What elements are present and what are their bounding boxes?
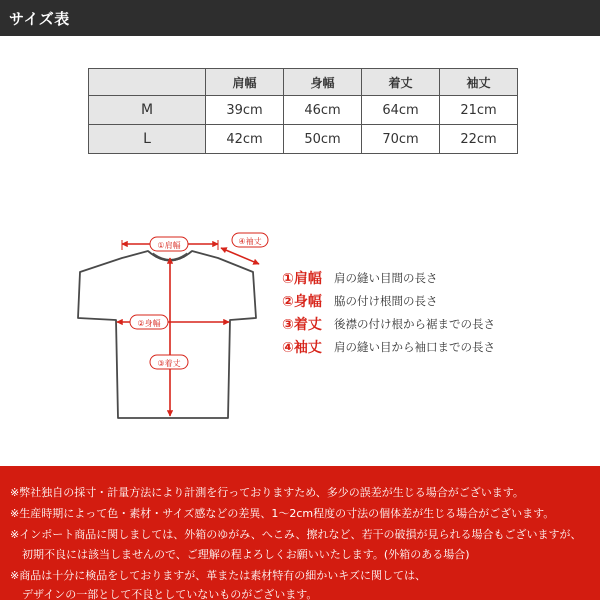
legend-key: ①肩幅 — [282, 271, 322, 287]
size-table — [88, 68, 518, 154]
size-label-cell: L — [89, 125, 206, 154]
notice-line: 初期不良には該当しませんので、ご理解の程よろしくお願いいたします。(外箱のある場合) — [22, 548, 470, 561]
legend-desc: 後襟の付け根から裾までの長さ — [334, 317, 495, 331]
notice-line: デザインの一部として不良としていないものがございます。 — [22, 588, 318, 601]
legend-desc: 肩の縫い目から袖口までの長さ — [334, 340, 495, 354]
legend-desc: 脇の付け根間の長さ — [334, 294, 438, 308]
tshirt-diagram — [70, 228, 280, 428]
tshirt-outline — [78, 251, 256, 418]
table-cell: 46cm — [284, 96, 362, 125]
page-title: サイズ表 — [9, 10, 70, 28]
table-row — [89, 96, 518, 125]
legend-item — [282, 337, 582, 357]
legend-key: ②身幅 — [282, 294, 322, 310]
table-header-cell: 身幅 — [284, 69, 362, 96]
notice-box — [0, 466, 600, 600]
table-cell: 64cm — [362, 96, 440, 125]
legend-item — [282, 291, 582, 311]
table-cell: 42cm — [206, 125, 284, 154]
notice-line: ※商品は十分に検品をしておりますが、革または素材特有の細かいキズに関しては、 — [10, 569, 426, 582]
table-row — [89, 125, 518, 154]
table-header-cell — [89, 69, 206, 96]
table-cell: 22cm — [440, 125, 518, 154]
legend-key: ③着丈 — [282, 317, 322, 333]
legend-key: ④袖丈 — [282, 340, 322, 356]
table-header-cell: 袖丈 — [440, 69, 518, 96]
notice-line: ※インポート商品に関しましては、外箱のゆがみ、へこみ、擦れなど、若干の破損が見られる場合もございますが、 — [10, 528, 582, 541]
size-label-cell: M — [89, 96, 206, 125]
legend-item — [282, 314, 582, 334]
header-bar — [0, 0, 600, 36]
notice-line: ※弊社独自の採寸・計量方法により計測を行っておりますため、多少の誤差が生じる場合がございます。 — [10, 486, 524, 499]
chest-width-label: ②身幅 — [137, 319, 161, 328]
table-header-cell: 肩幅 — [206, 69, 284, 96]
table-cell: 39cm — [206, 96, 284, 125]
table-cell: 50cm — [284, 125, 362, 154]
table-header-cell: 着丈 — [362, 69, 440, 96]
legend-desc: 肩の縫い目間の長さ — [334, 271, 438, 285]
table-header-row — [89, 69, 518, 96]
shoulder-width-label: ①肩幅 — [157, 241, 181, 250]
notice-line: ※生産時期によって色・素材・サイズ感などの差異、1～2cm程度の寸法の個体差が生じる場合がございます。 — [10, 507, 555, 520]
body-length-label: ③着丈 — [157, 359, 181, 368]
table-cell: 70cm — [362, 125, 440, 154]
legend-item — [282, 268, 582, 288]
sleeve-length-label: ④袖丈 — [238, 237, 262, 246]
table-cell: 21cm — [440, 96, 518, 125]
